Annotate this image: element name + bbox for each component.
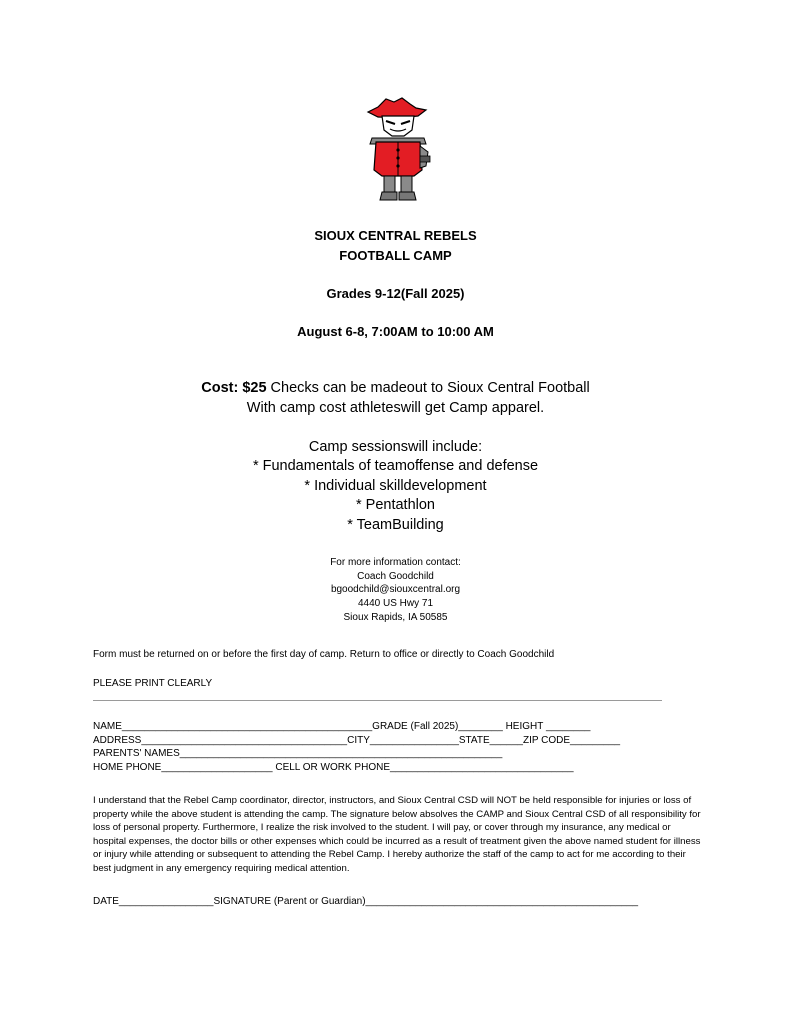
mascot-leg-left (384, 176, 395, 194)
title-line-2: FOOTBALL CAMP (339, 248, 452, 263)
rebel-mascot-logo (364, 96, 432, 202)
cost-text: Checks can be madeout to Sioux Central Football (266, 380, 590, 396)
waiver-paragraph: I understand that the Rebel Camp coordinator, director, instructors, and Sioux Central CSD will NOT be held responsible for injuries or loss of property while the above student is attending the camp. The signature below absolves the CAMP and Sioux Central CSD of all responsibility for loss of personal property. Furthermore, I realize the risk involved to the student. I will pay, or cover through my insurance, any medical or hospital expenses, the doctor bills or other expenses which could be incurred as a result of treatment given the above named student for illness or injury while attending or subsequent to attending the Rebel Camp. I hereby authorize the staff of the camp to act for me according to their best judgment in any emergency requiring medical attention. (93, 795, 701, 874)
address-line[interactable]: ADDRESS_____________________________________CITY________________STATE______ZIP CODE_________ (93, 735, 621, 746)
phone-line[interactable]: HOME PHONE____________________ CELL OR WORK PHONE_________________________________ (93, 762, 574, 773)
divider-line (93, 700, 662, 701)
contact-email: bgoodchild@siouxcentral.org (330, 584, 461, 595)
apparel-line: With camp cost athleteswill get Camp apparel. (246, 400, 545, 416)
mascot-face (382, 116, 414, 136)
contact-street: 4440 US Hwy 71 (357, 598, 434, 609)
mascot-hat (368, 98, 426, 118)
print-clearly-label: PLEASE PRINT CLEARLY (93, 678, 213, 689)
parents-names-line[interactable]: PARENTS' NAMES__________________________________________________________ (93, 748, 503, 759)
contact-name: Coach Goodchild (357, 571, 434, 582)
title-line-1: SIOUX CENTRAL REBELS (314, 228, 477, 243)
session-item: * Fundamentals of teamoffense and defense (252, 458, 539, 474)
cost-line (0, 379, 791, 399)
name-grade-height-line[interactable]: NAME_____________________________________________GRADE (Fall 2025)________ HEIGHT ________ (93, 721, 591, 732)
contact-intro: For more information contact: (330, 557, 461, 568)
cost-label: Cost: $25 (201, 380, 267, 396)
sessions-intro: Camp sessionswill include: (308, 439, 483, 455)
session-item: * TeamBuilding (347, 517, 444, 533)
grades-line: Grades 9-12(Fall 2025) (326, 286, 465, 301)
date-signature-line[interactable]: DATE_________________SIGNATURE (Parent or Guardian)_________________________________________________ (93, 896, 639, 907)
return-note: Form must be returned on or before the first day of camp. Return to office or directly to Coach Goodchild (93, 649, 555, 660)
contact-city: Sioux Rapids, IA 50585 (343, 612, 448, 623)
mascot-leg-right (401, 176, 412, 194)
dates-line: August 6-8, 7:00AM to 10:00 AM (297, 324, 494, 339)
session-item: * Pentathlon (355, 497, 435, 513)
session-item: * Individual skilldevelopment (304, 478, 487, 494)
